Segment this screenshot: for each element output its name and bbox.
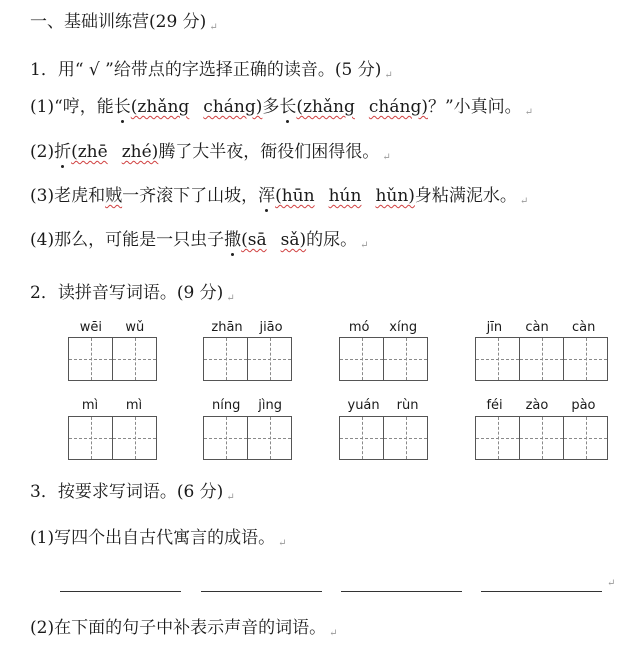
pinyin-label: níng: [211, 398, 241, 413]
writing-grid[interactable]: [339, 337, 428, 381]
return-mark-icon: ↵: [519, 196, 529, 207]
spelling-flagged-word: 贼: [105, 186, 123, 206]
pinyin-label-row: [339, 398, 427, 414]
return-mark-icon: ↵: [226, 492, 235, 503]
writing-cell[interactable]: [113, 338, 157, 380]
dotted-char: 折: [54, 142, 72, 162]
section-title: [30, 11, 218, 39]
pinyin-label: mì: [125, 398, 143, 413]
pinyin-label: càn: [525, 320, 549, 335]
pinyin-option: (zhǎng: [296, 97, 355, 117]
q1-item-2: [30, 141, 391, 169]
pinyin-label: wēi: [79, 320, 102, 335]
writing-cell[interactable]: [476, 417, 520, 459]
pinyin-label: mó: [348, 320, 370, 335]
text: 多: [262, 97, 280, 117]
writing-cell[interactable]: [204, 417, 248, 459]
q1-item-1: [30, 96, 533, 124]
q3-item-1: [30, 527, 286, 555]
pinyin-option: hǔn): [375, 186, 415, 206]
pinyin-option: (sā: [241, 230, 267, 250]
text: 一齐滚下了山坡，: [122, 186, 259, 206]
answer-blank[interactable]: [481, 591, 602, 592]
writing-grid[interactable]: [475, 337, 608, 381]
pinyin-label: zào: [525, 398, 549, 413]
pinyin-label-row: [339, 320, 427, 336]
q3-item-2: [30, 617, 337, 645]
q3-heading-text: 3．按要求写词语。(6 分): [30, 482, 224, 502]
writing-grid[interactable]: [475, 416, 608, 460]
q1-heading: [30, 59, 393, 87]
text: (4)那么，可能是一只虫子: [30, 230, 225, 250]
pinyin-option: (zhǎng: [130, 97, 190, 117]
answer-blank[interactable]: [201, 591, 322, 592]
pinyin-label-row: [68, 320, 156, 336]
return-mark-icon: ↵: [524, 107, 534, 118]
text: (1)“哼，能: [30, 97, 114, 117]
text: 的尿。: [306, 230, 358, 250]
writing-grid[interactable]: [68, 337, 157, 381]
pinyin-option: (zhē: [71, 142, 108, 162]
writing-cell[interactable]: [248, 417, 292, 459]
answer-blank[interactable]: [341, 591, 462, 592]
writing-cell[interactable]: [113, 417, 157, 459]
writing-cell[interactable]: [69, 338, 113, 380]
writing-cell[interactable]: [69, 417, 113, 459]
pinyin-option: (hūn: [275, 186, 315, 206]
dotted-char: 长: [113, 97, 131, 117]
writing-grid[interactable]: [203, 337, 292, 381]
text: (2): [30, 142, 55, 162]
writing-cell[interactable]: [248, 338, 292, 380]
pinyin-label: féi: [486, 398, 503, 413]
pinyin-label: rùn: [396, 398, 419, 413]
text: 身粘满泥水。: [414, 186, 517, 206]
writing-cell[interactable]: [340, 338, 384, 380]
return-mark-icon: ↵: [607, 578, 616, 589]
writing-cell[interactable]: [384, 417, 428, 459]
writing-cell[interactable]: [520, 417, 564, 459]
answer-blank[interactable]: [60, 591, 181, 592]
return-mark-icon: ↵: [226, 293, 235, 304]
pinyin-label: zhān: [211, 320, 243, 335]
return-mark-icon: ↵: [329, 628, 338, 639]
pinyin-label: jiāo: [259, 320, 283, 335]
pinyin-label-row: [475, 398, 607, 414]
pinyin-label: jìng: [258, 398, 283, 413]
writing-cell[interactable]: [340, 417, 384, 459]
return-mark-icon: ↵: [278, 538, 287, 549]
dotted-char: 长: [279, 97, 297, 117]
writing-cell[interactable]: [564, 338, 608, 380]
pinyin-label: mì: [81, 398, 99, 413]
section-title-text: 一、基础训练营(29 分): [30, 12, 207, 32]
return-mark-icon: ↵: [382, 152, 391, 163]
writing-cell[interactable]: [564, 417, 608, 459]
writing-grid[interactable]: [339, 416, 428, 460]
pinyin-label: pào: [571, 398, 596, 413]
return-mark-icon: ↵: [384, 70, 393, 81]
q1-item-4: [30, 229, 368, 257]
pinyin-label: xíng: [389, 320, 418, 335]
return-mark-icon: ↵: [209, 22, 218, 33]
q3-item-1-text: (1)写四个出自古代寓言的成语。: [30, 528, 276, 548]
dotted-char: 浑: [258, 186, 276, 206]
dotted-char: 撒: [224, 230, 242, 250]
writing-grid[interactable]: [68, 416, 157, 460]
pinyin-label: wǔ: [125, 320, 145, 335]
pinyin-option: sǎ): [280, 230, 307, 250]
pinyin-label-row: [475, 320, 607, 336]
pinyin-option: cháng): [203, 97, 263, 117]
pinyin-option: zhé): [121, 142, 159, 162]
pinyin-label: yuán: [347, 398, 380, 413]
q2-heading-text: 2．读拼音写词语。(9 分): [30, 283, 224, 303]
writing-cell[interactable]: [476, 338, 520, 380]
pinyin-option: hún: [328, 186, 362, 206]
return-mark-icon: ↵: [360, 240, 369, 251]
writing-cell[interactable]: [384, 338, 428, 380]
writing-grid[interactable]: [203, 416, 292, 460]
pinyin-label: càn: [571, 320, 596, 335]
writing-cell[interactable]: [204, 338, 248, 380]
pinyin-label-row: [203, 320, 291, 336]
pinyin-label-row: [203, 398, 291, 414]
pinyin-label-row: [68, 398, 156, 414]
q3-heading: [30, 481, 235, 509]
text: 腾了大半夜，衙役们困得很。: [158, 142, 380, 162]
q1-heading-text: 1．用“ √ ”给带点的字选择正确的读音。(5 分): [30, 60, 382, 80]
q3-item-2-text: (2)在下面的句子中补表示声音的词语。: [30, 618, 327, 638]
q1-item-3: [30, 185, 528, 213]
q2-heading: [30, 282, 235, 310]
text: ？”小真问。: [427, 97, 522, 117]
writing-cell[interactable]: [520, 338, 564, 380]
text: (3)老虎和: [30, 186, 106, 206]
pinyin-label: jīn: [486, 320, 503, 335]
pinyin-option: cháng): [368, 97, 428, 117]
